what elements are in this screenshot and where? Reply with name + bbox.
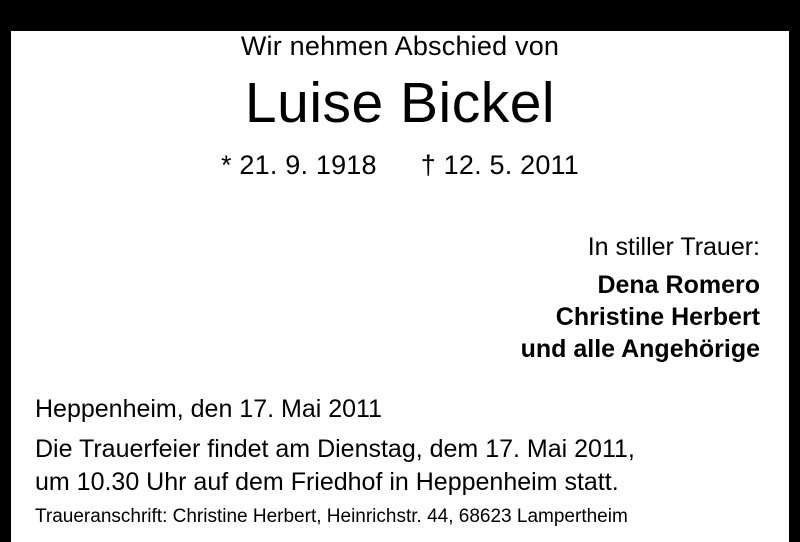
intro-text: Wir nehmen Abschied von [240, 31, 560, 61]
notice-body [11, 31, 789, 542]
birth-date: * 21. 9. 1918 [221, 149, 377, 180]
mourner-name: Dena Romero [597, 271, 760, 299]
funeral-service-info [35, 433, 769, 499]
service-line: Die Trauerfeier findet am Dienstag, dem 17. Mai 2011, [35, 435, 635, 463]
mourners-heading: In stiller Trauer: [587, 233, 760, 261]
place-and-date: Heppenheim, den 17. Mai 2011 [35, 395, 382, 423]
mourners-block [521, 233, 760, 365]
deceased-name: Luise Bickel [244, 71, 556, 135]
service-line: um 10.30 Uhr auf dem Friedhof in Heppenheim statt. [35, 468, 619, 496]
life-dates [11, 150, 789, 181]
mourner-name: Christine Herbert [555, 303, 760, 331]
notice-footer [35, 395, 769, 528]
condolence-address: Traueranschrift: Christine Herbert, Heinrichstr. 44, 68623 Lampertheim [35, 506, 628, 527]
mourner-name: und alle Angehörige [520, 335, 760, 363]
death-date: † 12. 5. 2011 [420, 149, 579, 180]
